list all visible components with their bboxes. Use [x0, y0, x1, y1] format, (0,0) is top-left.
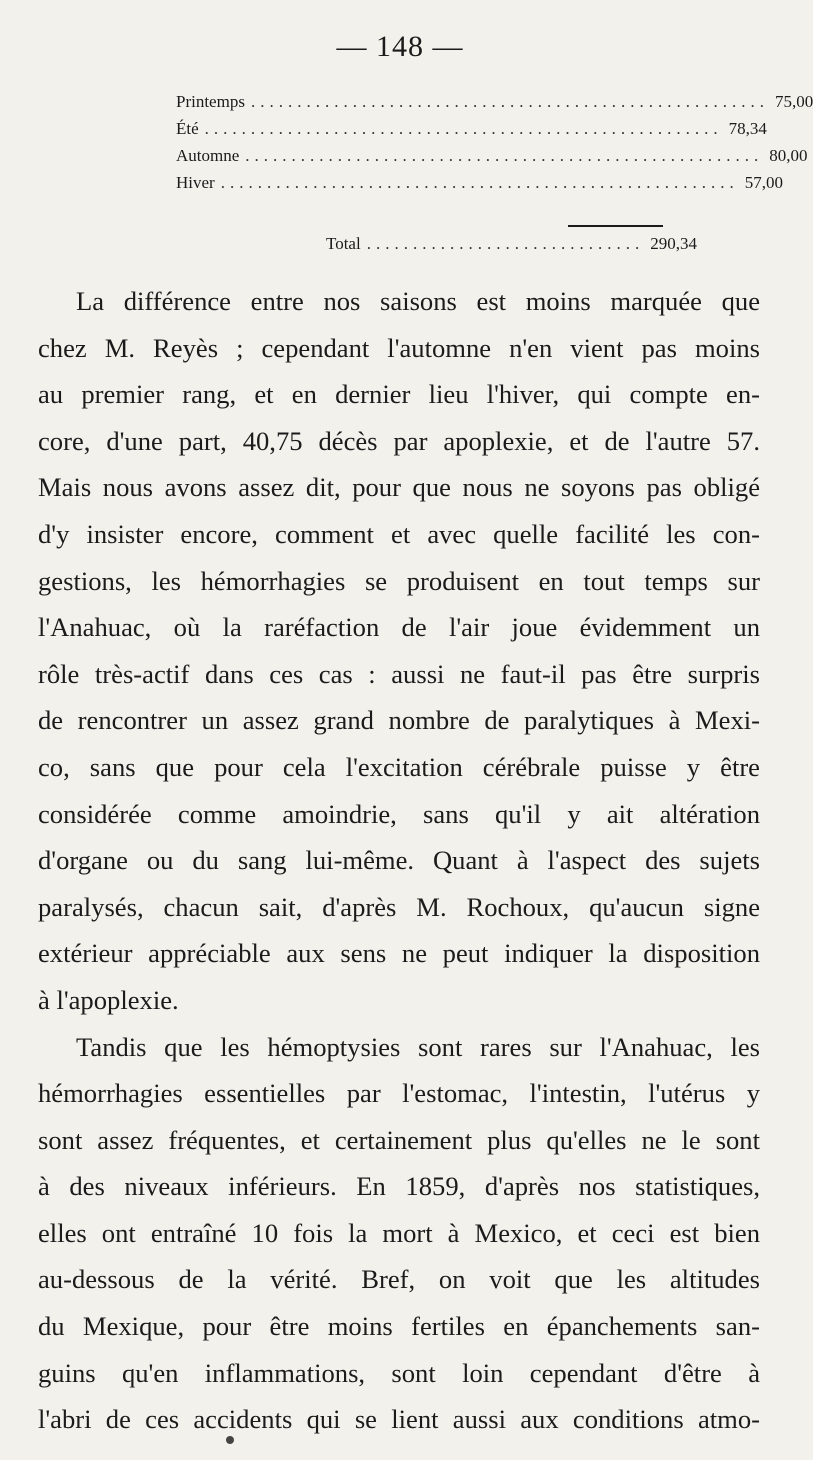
- text-line: d'y insister encore, comment et avec quelle facilité les con-: [38, 518, 760, 549]
- body-text: [38, 278, 760, 1443]
- text-line: à des niveaux inférieurs. En 1859, d'après nos statistiques,: [38, 1171, 760, 1202]
- text-line: de rencontrer un assez grand nombre de paralytiques à Mexi-: [38, 705, 760, 736]
- text-line: Mais nous avons assez dit, pour que nous ne soyons pas obligé: [38, 472, 760, 503]
- text-line: l'Anahuac, où la raréfaction de l'air joue évidemment un: [38, 612, 760, 643]
- text-line: sont assez fréquentes, et certainement plus qu'elles ne le sont: [38, 1124, 760, 1155]
- total-rule: [568, 225, 663, 227]
- leader-dots: ........................................................: [250, 92, 769, 111]
- season-label: Hiver: [176, 173, 215, 192]
- text-line: gestions, les hémorrhagies se produisent en tout temps sur: [38, 565, 760, 596]
- season-value: 80,00: [769, 146, 808, 165]
- season-value: 75,00: [774, 92, 813, 111]
- paragraph-2: [38, 1024, 760, 1443]
- season-row-hiver: [176, 173, 783, 200]
- text-line: au premier rang, et en dernier lieu l'hiver, qui compte en-: [38, 379, 760, 410]
- text-line: guins qu'en inflammations, sont loin cependant d'être à: [38, 1357, 760, 1388]
- season-value: 57,00: [744, 173, 783, 192]
- leader-dots: ........................................................: [245, 146, 764, 165]
- text-line: l'abri de ces accidents qui se lient aussi aux conditions atmo-: [38, 1404, 760, 1435]
- text-line: paralysés, chacun sait, d'après M. Rochoux, qu'aucun signe: [38, 891, 760, 922]
- text-line: hémorrhagies essentielles par l'estomac, l'intestin, l'utérus y: [38, 1078, 760, 1109]
- text-line: co, sans que pour cela l'excitation cérébrale puisse y être: [38, 751, 760, 782]
- text-line: La différence entre nos saisons est moins marquée que: [76, 286, 760, 316]
- text-line: core, d'une part, 40,75 décès par apoplexie, et de l'autre 57.: [38, 425, 760, 456]
- text-line: du Mexique, pour être moins fertiles en épanchements san-: [38, 1311, 760, 1342]
- page-number: — 148 —: [336, 30, 464, 63]
- text-line: elles ont entraîné 10 fois la mort à Mexico, et ceci est bien: [38, 1217, 760, 1248]
- leader-dots: ........................................................: [220, 173, 739, 192]
- season-label: Printemps: [176, 92, 245, 111]
- season-label: Automne: [176, 146, 240, 165]
- text-line: extérieur appréciable aux sens ne peut indiquer la disposition: [38, 938, 760, 969]
- text-line: considérée comme amoindrie, sans qu'il y ait altération: [38, 798, 760, 829]
- ink-dot: [226, 1436, 234, 1444]
- season-label: Été: [176, 119, 199, 138]
- season-row-printemps: [176, 92, 813, 119]
- season-value: 78,34: [728, 119, 767, 138]
- total-row: [326, 234, 697, 254]
- text-line: rôle très-actif dans ces cas : aussi ne faut-il pas être surpris: [38, 658, 760, 689]
- total-value: 290,34: [650, 234, 697, 253]
- season-table: [176, 92, 813, 253]
- text-line: à l'apoplexie.: [38, 984, 179, 1015]
- paragraph-1: [38, 278, 760, 1024]
- season-row-ete: [176, 119, 767, 146]
- leader-dots: ..............................: [366, 234, 645, 253]
- text-line: d'organe ou du sang lui-même. Quant à l'aspect des sujets: [38, 845, 760, 876]
- total-label: Total: [326, 234, 361, 253]
- leader-dots: ........................................................: [204, 119, 723, 138]
- text-line: au-dessous de la vérité. Bref, on voit que les altitudes: [38, 1264, 760, 1295]
- text-line: chez M. Reyès ; cependant l'automne n'en vient pas moins: [38, 332, 760, 363]
- season-row-automne: [176, 146, 808, 173]
- text-line: Tandis que les hémoptysies sont rares sur l'Anahuac, les: [76, 1031, 760, 1062]
